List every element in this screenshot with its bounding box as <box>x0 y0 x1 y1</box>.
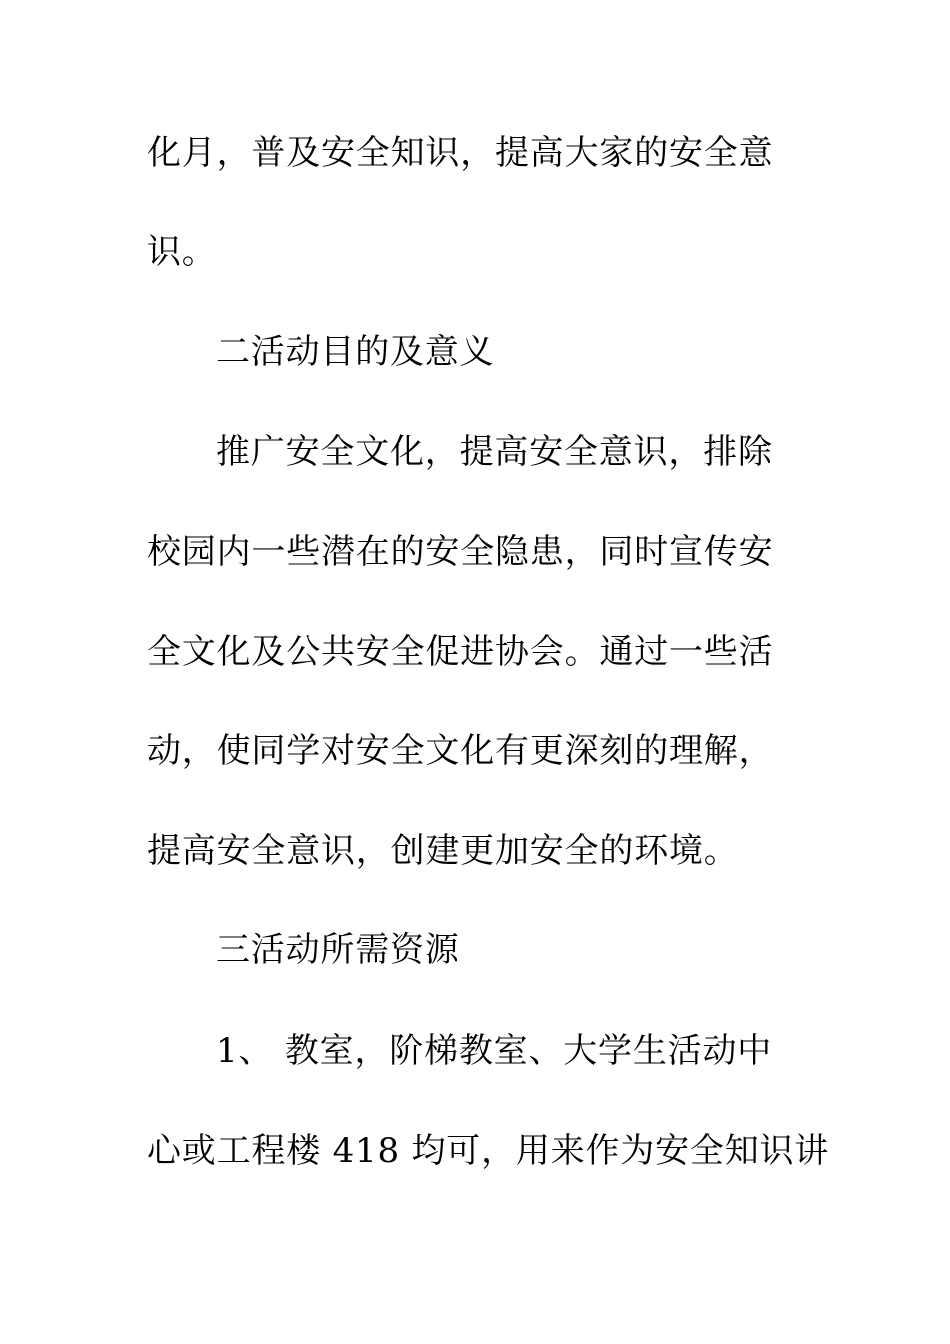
section-heading: 三活动所需资源 <box>216 930 460 970</box>
list-item: 1、 教室，阶梯教室、大学生活动中 <box>216 1031 773 1071</box>
paragraph-line: 心或工程楼 418 均可，用来作为安全知识讲 <box>147 1131 830 1171</box>
paragraph-line: 推广安全文化，提高安全意识，排除 <box>216 432 773 472</box>
paragraph-line: 化月，普及安全知识，提高大家的安全意 <box>147 133 774 173</box>
paragraph-line: 动，使同学对安全文化有更深刻的理解， <box>147 731 774 771</box>
section-heading: 二活动目的及意义 <box>216 332 495 372</box>
paragraph-line: 全文化及公共安全促进协会。通过一些活 <box>147 632 774 672</box>
paragraph-line: 提高安全意识，创建更加安全的环境。 <box>147 831 739 871</box>
paragraph-line: 识。 <box>147 232 217 272</box>
paragraph-line: 校园内一些潜在的安全隐患，同时宣传安 <box>147 532 774 572</box>
